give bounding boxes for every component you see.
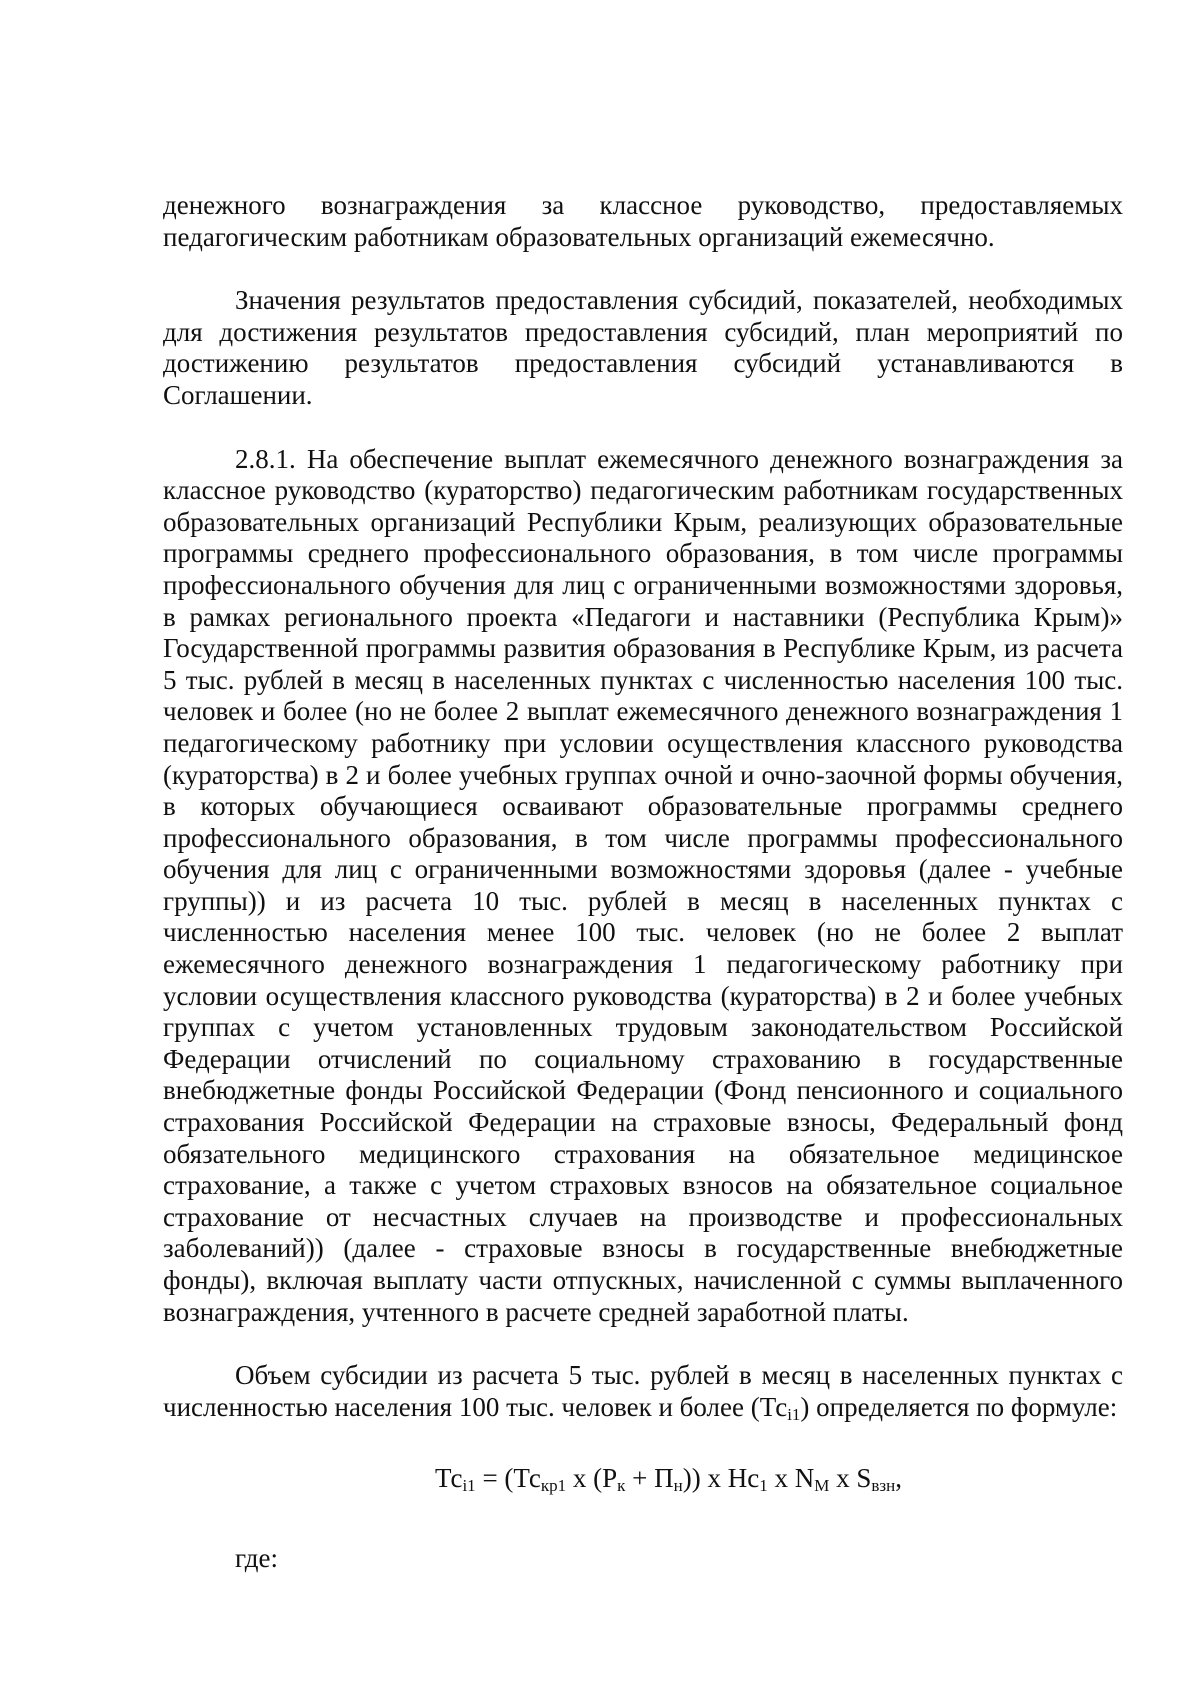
document-body: [163, 190, 1123, 1575]
formula-subscript: к: [617, 1476, 626, 1496]
paragraph-subsidy-volume-text-after: ) определяется по формуле:: [800, 1391, 1118, 1422]
formula-subscript: взн: [871, 1476, 896, 1496]
formula-subscript: кр1: [540, 1476, 567, 1496]
where-label: где:: [235, 1542, 278, 1573]
paragraph-subsidy-volume: [163, 1360, 1123, 1423]
paragraph-subsidy-volume-subscript: i1: [787, 1404, 801, 1424]
formula-part: + П: [625, 1463, 674, 1494]
formula-part: = (Тс: [475, 1463, 541, 1494]
formula-part: Тс: [435, 1463, 463, 1494]
formula-subscript: 1: [759, 1476, 768, 1496]
formula-part: ,: [895, 1463, 902, 1494]
formula: [163, 1463, 1123, 1495]
formula-subscript: М: [814, 1476, 830, 1496]
formula-part: х (Р: [566, 1463, 618, 1494]
formula-subscript: н: [673, 1476, 683, 1496]
formula-subscript: i1: [462, 1476, 476, 1496]
paragraph-results-values: Значения результатов предоставления субсидий, показателей, необходимых для достижения результатов предоставления субсидий, план мероприятий по достижению результатов предоставления субсидий устанавливаются в Соглашении.: [163, 285, 1123, 410]
formula-part: )) х Нс: [682, 1463, 760, 1494]
paragraph-subsidy-volume-text-before: Объем субсидии из расчета 5 тыс. рублей в месяц в населенных пунктах с численностью населения 100 тыс. человек и более (Тс: [163, 1360, 1123, 1422]
paragraph-continuation: денежного вознаграждения за классное руководство, предоставляемых педагогическим работникам образовательных организаций ежемесячно.: [163, 190, 1123, 252]
formula-part: х S: [829, 1463, 872, 1494]
formula-part: х N: [767, 1463, 815, 1494]
paragraph-2-8-1: 2.8.1. На обеспечение выплат ежемесячного денежного вознаграждения за классное руководство (кураторство) педагогическим работникам государственных образовательных организаций Республики Крым, реализующих образовательные программы среднего профессионального образования, в том числе программы профессионального обучения для лиц с ограниченными возможностями здоровья, в рамках регионального проекта «Педагоги и наставники (Республика Крым)» Государственной программы развития образования в Республике Крым, из расчета 5 тыс. рублей в месяц в населенных пунктах с численностью населения 100 тыс. человек и более (но не более 2 выплат ежемесячного денежного вознаграждения 1 педагогическому работнику при условии осуществления классного руководства (кураторства) в 2 и более учебных группах очной и очно-заочной формы обучения, в которых обучающиеся осваивают образовательные программы среднего профессионального образования, в том числе программы профессионального обучения для лиц с ограниченными возможностями здоровья (далее - учебные группы)) и из расчета 10 тыс. рублей в месяц в населенных пунктах с численностью населения менее 100 тыс. человек (но не более 2 выплат ежемесячного денежного вознаграждения 1 педагогическому работнику при условии осуществления классного руководства (кураторства) в 2 и более учебных группах с учетом установленных трудовым законодательством Российской Федерации отчислений по социальному страхованию в государственные внебюджетные фонды Российской Федерации (Фонд пенсионного и социального страхования Российской Федерации на страховые взносы, Федеральный фонд обязательного медицинского страхования на обязательное медицинское страхование, а также с учетом страховых взносов на обязательное социальное страхование от несчастных случаев на производстве и профессиональных заболеваний)) (далее - страховые взносы в государственные внебюджетные фонды), включая выплату части отпускных, начисленной с суммы выплаченного вознаграждения, учтенного в расчете средней заработной платы.: [163, 443, 1123, 1327]
